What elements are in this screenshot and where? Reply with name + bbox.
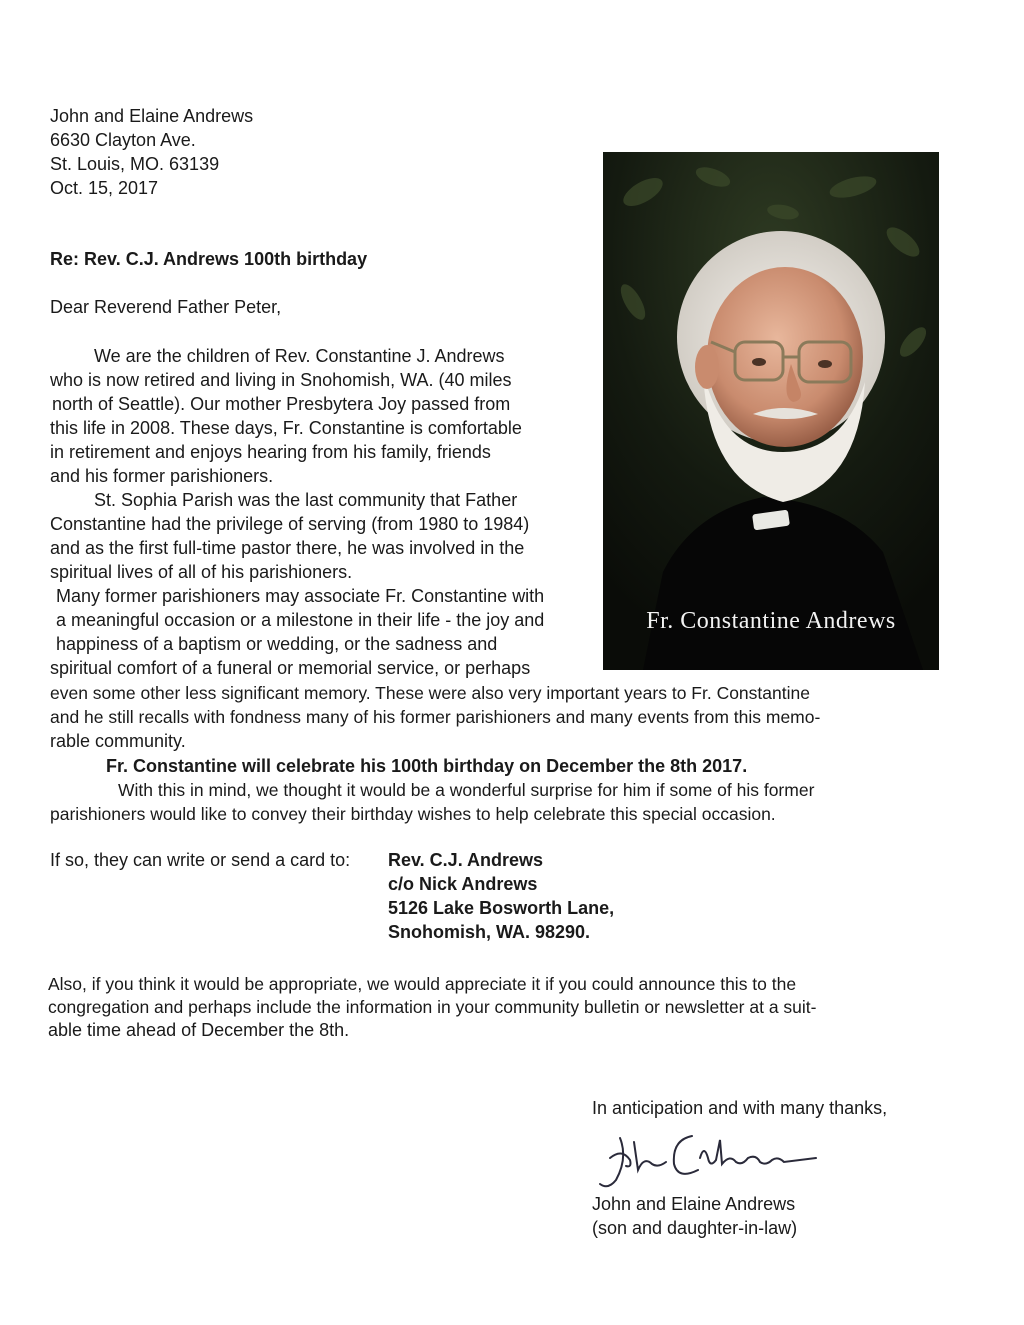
paragraph-line: Constantine had the privilege of serving (from 1980 to 1984) — [50, 514, 530, 534]
paragraph-line: congregation and perhaps include the information in your community bulletin or newsletter at a suit- — [48, 997, 817, 1017]
paragraph-line: who is now retired and living in Snohomish, WA. (40 miles — [50, 370, 512, 390]
card-intro: If so, they can write or send a card to: — [50, 850, 351, 870]
paragraph-line: and as the first full-time pastor there, he was involved in the — [50, 538, 525, 558]
paragraph-line: happiness of a baptism or wedding, or the sadness and — [56, 634, 498, 654]
recipient-name: Rev. C.J. Andrews — [388, 850, 544, 870]
paragraph-line: in retirement and enjoys hearing from his family, friends — [50, 442, 491, 462]
recipient-address — [388, 848, 614, 944]
closing-line: In anticipation and with many thanks, — [592, 1098, 888, 1118]
sender-city: St. Louis, MO. 63139 — [50, 154, 220, 174]
paragraph-line: Also, if you think it would be appropriate, we would appreciate it if you could announce this to the — [48, 974, 797, 994]
handwritten-signature — [580, 1118, 830, 1198]
photo-caption: Fr. Constantine Andrews — [646, 608, 896, 634]
recipient-city: Snohomish, WA. 98290. — [388, 922, 591, 942]
paragraph-line: and he still recalls with fondness many of his former parishioners and many events from this memo- — [50, 707, 821, 727]
paragraph-line: north of Seattle). Our mother Presbytera Joy passed from — [52, 394, 511, 414]
closing-name: John and Elaine Andrews — [592, 1194, 796, 1214]
sender-address — [50, 104, 253, 200]
birthday-announcement: Fr. Constantine will celebrate his 100th birthday on December the 8th 2017. — [106, 756, 748, 776]
portrait-photo — [603, 152, 939, 670]
sender-name: John and Elaine Andrews — [50, 106, 254, 126]
paragraph-line: Many former parishioners may associate Fr. Constantine with — [56, 586, 545, 606]
salutation: Dear Reverend Father Peter, — [50, 297, 282, 317]
sender-street: 6630 Clayton Ave. — [50, 130, 196, 150]
paragraph-line: St. Sophia Parish was the last community that Father — [94, 490, 518, 510]
letter-date: Oct. 15, 2017 — [50, 178, 159, 198]
recipient-care-of: c/o Nick Andrews — [388, 874, 538, 894]
paragraph-line: a meaningful occasion or a milestone in their life - the joy and — [56, 610, 545, 630]
closing-relation: (son and daughter-in-law) — [592, 1218, 798, 1238]
paragraph-line: able time ahead of December the 8th. — [48, 1020, 350, 1040]
paragraph-line: spiritual comfort of a funeral or memorial service, or perhaps — [50, 658, 531, 678]
paragraph-line: rable community. — [50, 731, 186, 751]
paragraph-line: parishioners would like to convey their birthday wishes to help celebrate this special occasion. — [50, 804, 776, 824]
paragraph-line: spiritual lives of all of his parishioners. — [50, 562, 353, 582]
recipient-street: 5126 Lake Bosworth Lane, — [388, 898, 615, 918]
paragraph-line: and his former parishioners. — [50, 466, 274, 486]
paragraph-line: this life in 2008. These days, Fr. Constantine is comfortable — [50, 418, 522, 438]
paragraph-line: We are the children of Rev. Constantine J. Andrews — [94, 346, 505, 366]
paragraph-line: even some other less significant memory. These were also very important years to Fr. Constantine — [50, 683, 810, 703]
subject-line: Re: Rev. C.J. Andrews 100th birthday — [50, 249, 368, 269]
paragraph-line: With this in mind, we thought it would be a wonderful surprise for him if some of his former — [118, 780, 815, 800]
portrait-illustration — [603, 152, 939, 670]
